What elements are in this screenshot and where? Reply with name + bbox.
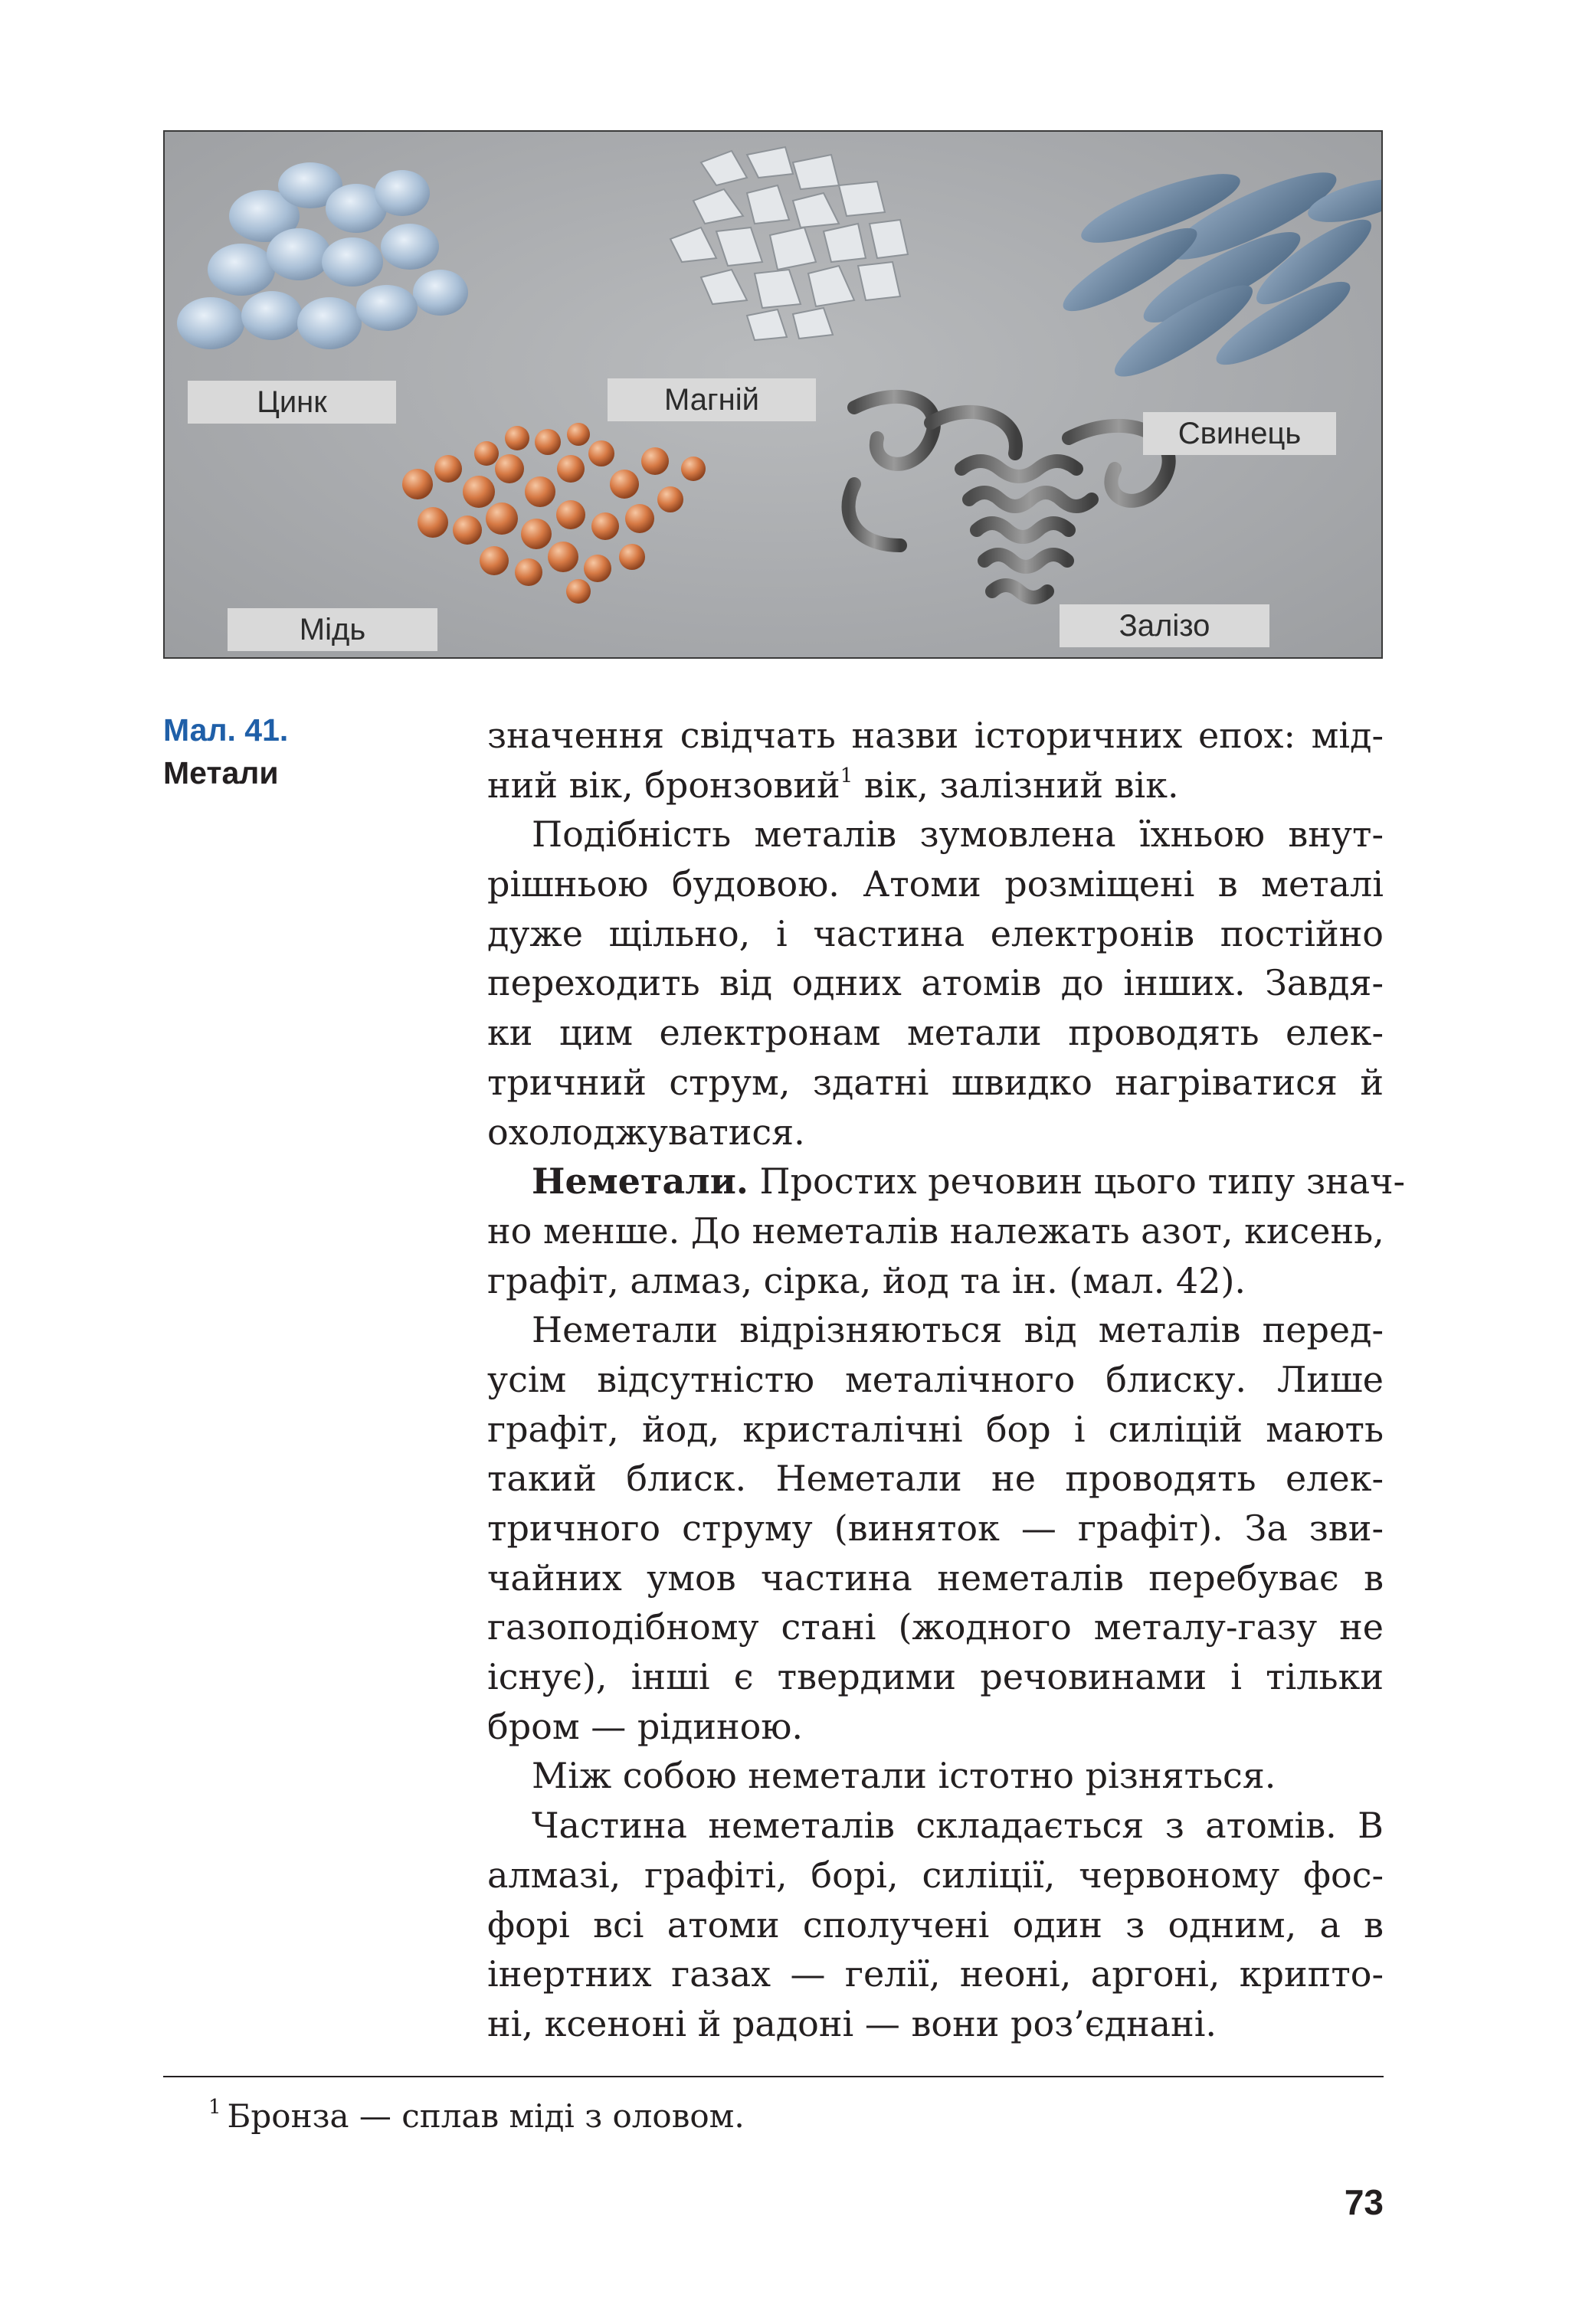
text-segment: вік, залізний вік. <box>853 764 1179 806</box>
text-line: Частина неметалів складається з атомів. В <box>532 1805 1384 1847</box>
text-line: тричного струму (виняток — графіт). За зви- <box>487 1507 1384 1549</box>
text-line: значення свідчать назви історичних епох: мід- <box>487 715 1384 756</box>
text-line: ні, ксеноні й радоні — вони роз’єднані. <box>487 2002 1217 2044</box>
text-line: існує), інші є твердими речовинами і тільки <box>487 1656 1384 1698</box>
text-line: переходить від одних атомів до інших. Завдя- <box>487 962 1384 1004</box>
term-nonmetals: Неметали. <box>532 1160 748 1203</box>
text-segment: ний вік, бронзовий <box>487 764 840 806</box>
text-segment: Простих речовин цього типу знач- <box>748 1160 1406 1203</box>
text-line: графіт, йод, кристалічні бор і силіцій мають <box>487 1408 1384 1450</box>
main-text <box>487 711 1406 2049</box>
magnesium-shavings <box>670 147 908 340</box>
figure-caption-number: Мал. 41. <box>163 712 289 748</box>
text-line: газоподібному стані (жодного металу-газу не <box>487 1606 1384 1648</box>
text-line: дуже щільно, і частина електронів постійно <box>487 912 1384 954</box>
text-line: усім відсутністю металічного блиску. Лише <box>487 1358 1384 1400</box>
text-line: Між собою неметали істотно різняться. <box>532 1755 1276 1797</box>
text-line: чайних умов частина неметалів перебуває в <box>487 1556 1384 1599</box>
text-line: форі всі атоми сполучені один з одним, а в <box>487 1903 1384 1946</box>
text-line <box>487 761 1384 810</box>
footnote-ref: 1 <box>840 764 853 787</box>
text-line: Подібність металів зумовлена їхньою внут- <box>532 813 1384 856</box>
footnote-divider <box>163 2076 1384 2077</box>
text-line: такий блиск. Неметали не проводять елек- <box>487 1458 1384 1500</box>
iron-turnings <box>849 397 1169 597</box>
text-line: ки цим електронам метали проводять елек- <box>487 1012 1384 1054</box>
footnote-marker: 1 <box>208 2096 221 2119</box>
text-line: тричний струм, здатні швидко нагріватися й <box>487 1061 1384 1103</box>
text-line: інертних газах — гелії, неоні, аргоні, крипто- <box>487 1953 1384 1995</box>
footnote <box>208 2097 745 2135</box>
text-line: охолоджуватися. <box>487 1111 805 1153</box>
text-line: бром — рідиною. <box>487 1705 804 1747</box>
label-iron: Залізо <box>1060 604 1269 647</box>
text-line: рішньою будовою. Атоми розміщені в металі <box>487 863 1384 905</box>
label-copper: Мідь <box>228 608 437 651</box>
label-zinc: Цинк <box>188 381 396 424</box>
text-line <box>487 1157 1406 1206</box>
zinc-pellets <box>177 162 468 349</box>
metals-photo <box>163 130 1383 659</box>
footnote-text: Бронза — сплав міді з оловом. <box>227 2097 745 2135</box>
text-line: алмазі, графіті, борі, силіції, червоному фос- <box>487 1854 1384 1896</box>
lead-pieces <box>1054 158 1383 390</box>
label-magnesium: Магній <box>608 378 816 421</box>
copper-granules <box>402 423 706 604</box>
label-lead: Свинець <box>1143 412 1336 455</box>
page-number: 73 <box>1344 2182 1384 2222</box>
text-line: Неметали відрізняються від металів перед- <box>532 1309 1384 1351</box>
text-line: графіт, алмаз, сірка, йод та ін. (мал. 42). <box>487 1259 1246 1301</box>
text-line: но менше. До неметалів належать азот, кисень, <box>487 1209 1384 1252</box>
figure-caption-title: Метали <box>163 755 279 790</box>
